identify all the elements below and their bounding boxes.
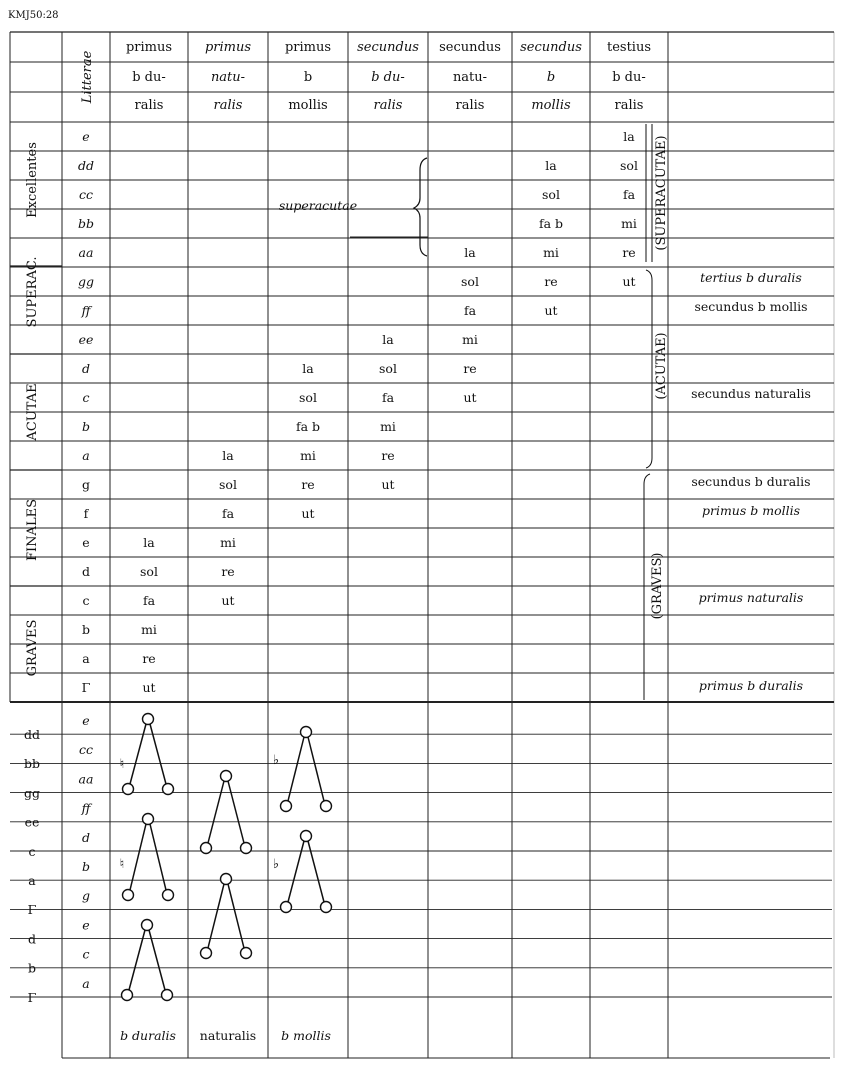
syllable-cell: la xyxy=(302,361,314,376)
letter-cell: ee xyxy=(78,332,94,347)
syllable-cell: fa xyxy=(142,593,156,608)
triad-bduralis-3 xyxy=(122,920,173,1001)
acutae-bracket xyxy=(646,270,652,468)
note-circle xyxy=(321,801,332,812)
note-circle xyxy=(241,948,252,959)
syllable-cell: mi xyxy=(543,245,559,260)
syllable-cell: mi xyxy=(621,216,637,231)
syllable-cell: sol xyxy=(620,158,638,173)
letter-cell: d xyxy=(81,361,91,376)
syllable-cell: la xyxy=(143,535,155,550)
syllable-cell: ut xyxy=(544,303,558,318)
syllable-cell: mi xyxy=(462,332,478,347)
column-header-5-0: secundus xyxy=(520,40,582,55)
right-label-4: primus b mollis xyxy=(701,503,801,518)
letter-cell: c xyxy=(82,593,90,608)
column-header-4-1: natu- xyxy=(452,70,488,85)
syllable-cell: ut xyxy=(301,506,315,521)
syllable-cell: sol xyxy=(542,187,560,202)
superacutae-brace xyxy=(414,158,427,256)
note-circle xyxy=(301,727,312,738)
note-circle xyxy=(163,890,174,901)
triad-bduralis-2 xyxy=(123,814,174,901)
column-header-3-1: b du- xyxy=(371,70,405,85)
group-label-right-graves: (GRAVES) xyxy=(650,552,665,620)
note-circle xyxy=(122,990,133,1001)
note-circle xyxy=(142,920,153,931)
lower-inner-letter: d xyxy=(81,829,91,845)
syllable-cell: fa xyxy=(463,303,477,318)
triad-stroke xyxy=(228,781,244,843)
letter-cell: a xyxy=(82,651,90,666)
triad-naturalis-1 xyxy=(201,771,252,854)
group-label-left-3: FINALES xyxy=(25,499,40,561)
lower-inner-letter: ff xyxy=(81,800,91,816)
syllable-cell: la xyxy=(382,332,394,347)
triad-bduralis-1 xyxy=(123,714,174,795)
column-header-2-2: mollis xyxy=(288,98,328,113)
syllable-cell: la xyxy=(545,158,557,173)
lower-inner-letter: a xyxy=(82,975,90,991)
syllable-cell: re xyxy=(463,361,477,376)
syllable-cell: la xyxy=(623,129,635,144)
letter-cell: Γ xyxy=(81,680,91,695)
syllable-cell: fa b xyxy=(538,216,564,231)
lower-outer-letter: Γ xyxy=(27,902,37,918)
letter-cell: b xyxy=(81,419,91,434)
triad-stroke xyxy=(150,724,166,784)
syllable-cell: re xyxy=(301,477,315,492)
note-circle xyxy=(123,890,134,901)
note-circle xyxy=(163,784,174,795)
lower-inner-letter: e xyxy=(82,917,90,933)
note-circle xyxy=(162,990,173,1001)
syllable-cell: mi xyxy=(380,419,396,434)
lower-inner-letter: c xyxy=(82,946,90,962)
note-circle xyxy=(143,814,154,825)
note-circle xyxy=(221,874,232,885)
superacutae-label: superacutae xyxy=(278,198,358,213)
lower-inner-letter: cc xyxy=(78,742,94,758)
letter-cell: cc xyxy=(78,187,94,202)
flat-sign-icon: ♭ xyxy=(272,857,280,872)
lower-outer-letter: a xyxy=(28,873,36,888)
column-header-4-2: ralis xyxy=(455,98,485,113)
lower-outer-letter: gg xyxy=(23,785,41,801)
lower-outer-letter: ee xyxy=(24,814,40,830)
group-label-left-2: ACUTAE xyxy=(25,383,40,441)
column-header-1-1: natu- xyxy=(210,70,246,85)
letter-cell: aa xyxy=(78,245,94,260)
letter-cell: gg xyxy=(77,274,95,289)
natural-sign-icon: ♮ xyxy=(119,757,125,772)
note-circle xyxy=(281,902,292,913)
lower-inner-letter: g xyxy=(81,888,91,904)
syllable-cell: la xyxy=(222,448,234,463)
triad-naturalis-2 xyxy=(201,874,252,959)
triad-stroke xyxy=(288,841,304,902)
group-label-left-0: Excellentes xyxy=(25,142,40,218)
triad-stroke xyxy=(308,841,324,902)
syllable-cell: sol xyxy=(140,564,158,579)
syllable-cell: la xyxy=(464,245,476,260)
syllable-cell: sol xyxy=(461,274,479,289)
group-label-right-acutae: (ACUTAE) xyxy=(654,332,669,400)
column-header-3-0: secundus xyxy=(357,40,419,55)
lower-outer-letter: dd xyxy=(23,727,41,742)
right-label-0: tertius b duralis xyxy=(700,270,802,285)
right-label-1: secundus b mollis xyxy=(694,299,808,314)
column-header-6-0: testius xyxy=(606,40,652,55)
syllable-cell: ut xyxy=(463,390,477,405)
column-header-6-2: ralis xyxy=(614,98,644,113)
note-circle xyxy=(201,843,212,854)
column-header-5-1: b xyxy=(546,70,556,85)
letter-cell: e xyxy=(82,535,90,550)
letter-cell: bb xyxy=(77,216,95,231)
column-header-3-2: ralis xyxy=(373,98,403,113)
note-circle xyxy=(201,948,212,959)
syllable-cell: mi xyxy=(220,535,236,550)
lower-inner-letter: aa xyxy=(78,771,94,787)
note-circle xyxy=(241,843,252,854)
right-label-3: secundus b duralis xyxy=(691,474,811,489)
syllable-cell: sol xyxy=(299,390,317,405)
column-header-4-0: secundus xyxy=(439,40,501,55)
note-circle xyxy=(143,714,154,725)
letter-cell: f xyxy=(83,506,89,521)
syllable-cell: sol xyxy=(379,361,397,376)
syllable-cell: re xyxy=(544,274,558,289)
note-circle xyxy=(221,771,232,782)
syllable-cell: mi xyxy=(300,448,316,463)
syllable-cell: sol xyxy=(219,477,237,492)
group-label-left-4: GRAVES xyxy=(25,619,40,677)
note-circle xyxy=(321,902,332,913)
letter-cell: c xyxy=(82,390,90,405)
triad-bmollis-1 xyxy=(281,727,332,812)
lower-outer-letter: Γ xyxy=(27,989,37,1005)
syllable-cell: ut xyxy=(381,477,395,492)
letter-cell: a xyxy=(82,448,90,463)
letter-cell: e xyxy=(82,129,90,144)
group-label-left-1: SUPERAC. xyxy=(25,256,40,328)
column-header-0-2: ralis xyxy=(134,98,164,113)
column-header-1-0: primus xyxy=(204,40,252,55)
lower-inner-letter: b xyxy=(81,859,91,874)
note-circle xyxy=(123,784,134,795)
column-header-2-0: primus xyxy=(284,40,332,55)
syllable-cell: fa xyxy=(622,187,636,202)
triad-stroke xyxy=(308,737,324,801)
syllable-cell: re xyxy=(622,245,636,260)
syllable-cell: ut xyxy=(221,593,235,608)
lower-inner-letter: e xyxy=(82,713,90,728)
doc-tag: KMJ50:28 xyxy=(8,10,59,21)
letter-cell: d xyxy=(81,564,91,579)
triad-bmollis-2 xyxy=(281,831,332,913)
right-label-5: primus naturalis xyxy=(698,590,804,605)
litterae-header: Litterae xyxy=(80,50,95,104)
lower-outer-letter: bb xyxy=(23,756,41,772)
syllable-cell: re xyxy=(221,564,235,579)
triad-stroke xyxy=(208,781,224,843)
lower-outer-letter: d xyxy=(27,931,37,947)
group-label-right-superacutae: (SUPERACUTAE) xyxy=(654,135,669,251)
syllable-cell: re xyxy=(142,651,156,666)
column-header-5-2: mollis xyxy=(531,98,571,113)
triad-stroke xyxy=(288,737,304,801)
column-header-1-2: ralis xyxy=(213,98,243,113)
flat-sign-icon: ♭ xyxy=(272,753,280,768)
triad-stroke xyxy=(130,724,146,784)
column-header-2-1: b xyxy=(303,70,313,85)
bottom-label-0: b duralis xyxy=(120,1028,176,1043)
column-header-0-0: primus xyxy=(125,40,173,55)
column-header-6-1: b du- xyxy=(612,70,646,85)
column-header-0-1: b du- xyxy=(132,70,166,85)
letter-cell: dd xyxy=(77,158,95,173)
note-circle xyxy=(301,831,312,842)
syllable-cell: ut xyxy=(142,680,156,695)
letter-cell: ff xyxy=(81,303,91,318)
bottom-label-2: b mollis xyxy=(281,1028,331,1043)
natural-sign-icon: ♮ xyxy=(119,857,125,872)
lower-outer-letter: b xyxy=(27,960,37,976)
lower-outer-letter: c xyxy=(28,843,36,859)
syllable-cell: ut xyxy=(622,274,636,289)
letter-cell: b xyxy=(81,622,91,637)
superacutae-bracket xyxy=(646,124,652,262)
right-label-2: secundus naturalis xyxy=(691,386,811,401)
note-circle xyxy=(281,801,292,812)
bottom-label-1: naturalis xyxy=(199,1028,257,1043)
syllable-cell: fa b xyxy=(295,419,321,434)
letter-cell: g xyxy=(81,477,91,492)
syllable-cell: fa xyxy=(221,506,235,521)
syllable-cell: mi xyxy=(141,622,157,637)
syllable-cell: fa xyxy=(381,390,395,405)
right-label-6: primus b duralis xyxy=(698,678,804,693)
syllable-cell: re xyxy=(381,448,395,463)
